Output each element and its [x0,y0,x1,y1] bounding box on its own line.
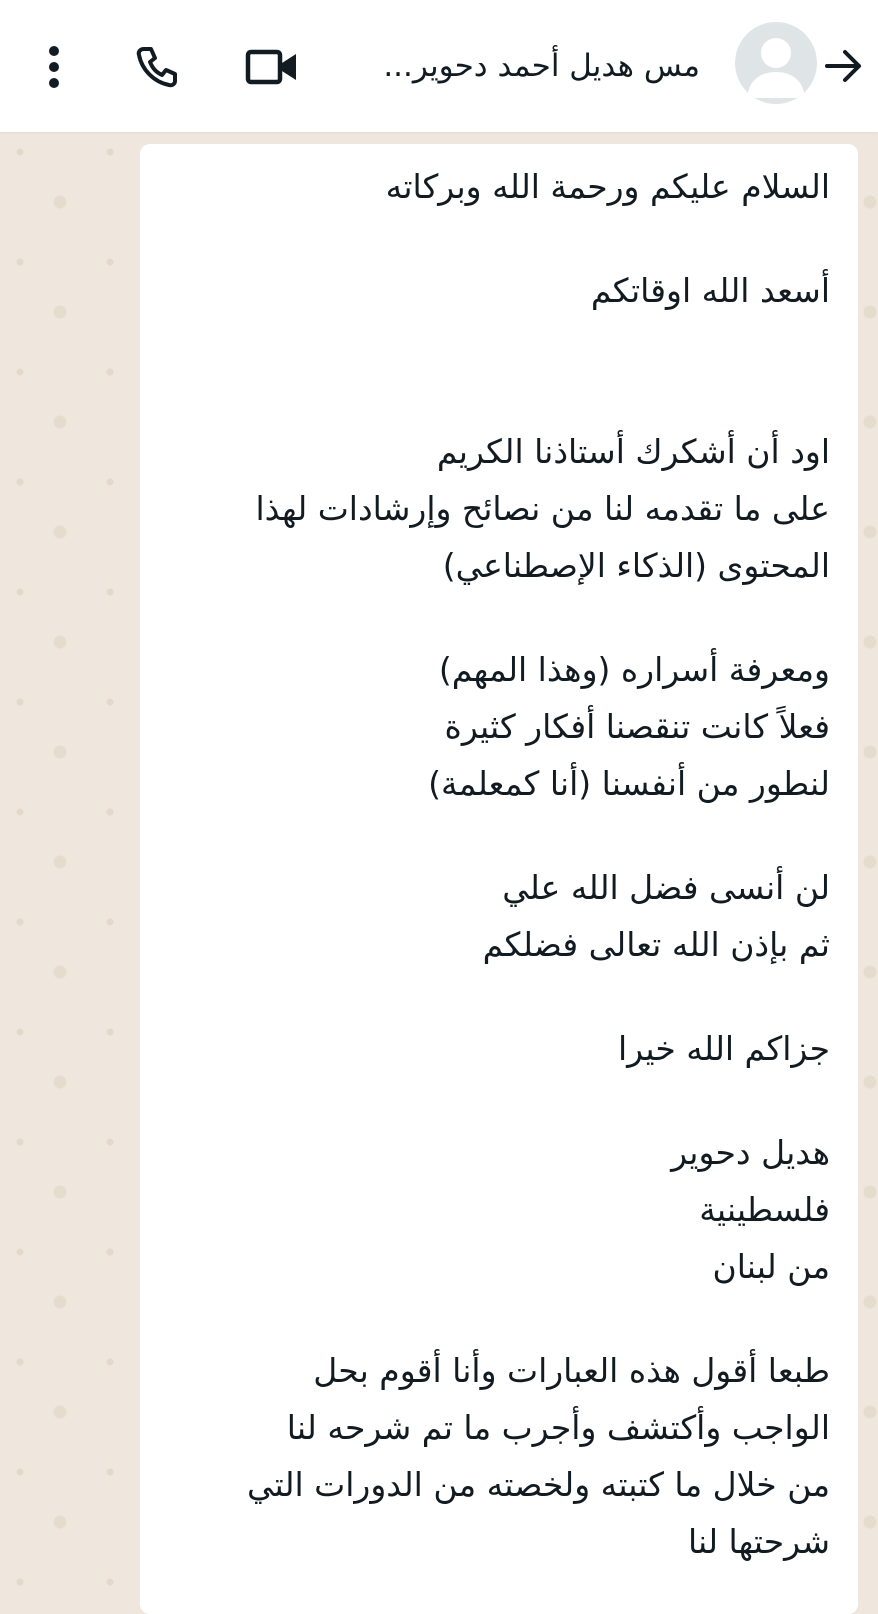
message-line: ثم بإذن الله تعالى فضلكم [482,925,830,964]
default-avatar-icon [735,22,817,104]
back-button[interactable] [818,40,870,92]
message-line: ومعرفة أسراره (وهذا المهم) [438,650,830,689]
contact-name[interactable]: مس هديل أحمد دحوير... [383,48,700,84]
message-line: فلسطينية [699,1190,830,1229]
arrow-back-icon [821,43,867,89]
message-line: شرحتها لنا [687,1522,830,1561]
message-line: السلام عليكم ورحمة الله وبركاته [385,167,830,206]
avatar[interactable] [735,22,817,104]
voice-call-button[interactable] [130,40,184,94]
message-bubble[interactable] [140,144,858,1614]
chat-header [0,0,878,132]
message-line: المحتوى (الذكاء الإصطناعي) [442,546,830,585]
more-options-button[interactable] [36,38,72,96]
video-call-icon [245,47,299,87]
more-vertical-icon [47,44,61,90]
phone-call-icon [134,44,180,90]
message-line: أسعد الله اوقاتكم [590,271,830,310]
message-line: طبعا أقول هذه العبارات وأنا أقوم بحل [313,1351,830,1390]
message-line: لن أنسى فضل الله علي [502,868,830,907]
message-line: هديل دحوير [671,1133,830,1172]
message-line: من خلال ما كتبته ولخصته من الدورات التي [247,1465,830,1504]
message-line: فعلاً كانت تنقصنا أفكار كثيرة [444,707,830,746]
message-line: من لبنان [712,1247,830,1286]
message-line: الواجب وأكتشف وأجرب ما تم شرحه لنا [286,1408,830,1447]
message-line: اود أن أشكرك أستاذنا الكريم [436,432,830,471]
video-call-button[interactable] [244,42,300,92]
message-line: على ما تقدمه لنا من نصائح وإرشادات لهذا [255,489,830,528]
message-line: لنطور من أنفسنا (أنا كمعلمة) [428,764,830,803]
message-line: جزاكم الله خيرا [617,1029,830,1068]
